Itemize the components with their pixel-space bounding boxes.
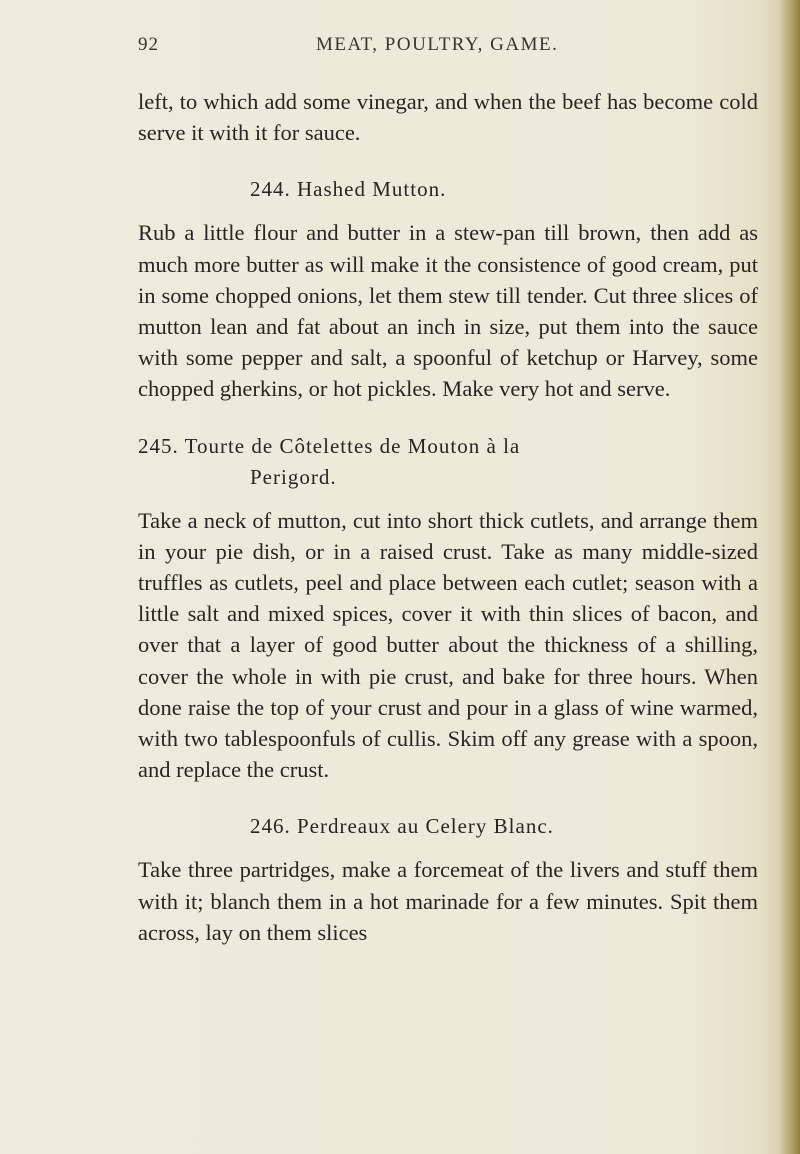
recipe-heading-245-cont: Perigord. (250, 464, 337, 489)
running-title: MEAT, POULTRY, GAME. (316, 34, 559, 55)
page-content (138, 86, 758, 948)
paragraph-246: Take three partridges, make a forcemeat of the livers and stuff them with it; blanch them in a hot marinade for a few minutes. Spit them across, lay on them slices (138, 857, 758, 945)
recipe-heading-244: 244. Hashed Mutton. (250, 177, 447, 202)
paragraph-245: Take a neck of mutton, cut into short thick cutlets, and arrange them in your pie dish, or in a raised crust. Take as many middle-sized truffles as cutlets, peel and place between each cutlet; season with a little salt and mixed spices, cover it with thin slices of bacon, and over that a layer of good butter about the thickness of a shilling, cover the whole in with pie crust, and bake for three hours. When done raise the top of your crust and pour in a glass of wine warmed, with two tablespoonfuls of cullis. Skim off any grease with a spoon, and replace the crust. (138, 507, 758, 783)
paragraph-244: Rub a little flour and butter in a stew-pan till brown, then add as much more butter as will make it the consistence of good cream, put in some chopped onions, let them stew till tender. Cut three slices of mutton lean and fat about an inch in size, put them into the sauce with some pepper and salt, a spoonful of ketchup or Harvey, some chopped gherkins, or hot pickles. Make very hot and serve. (138, 220, 758, 402)
page-edge (778, 0, 800, 1154)
recipe-heading-245: 245. Tourte de Côtelettes de Mouton à la (138, 433, 521, 458)
paragraph-intro: left, to which add some vinegar, and when the beef has become cold serve it with it for sauce. (138, 89, 758, 146)
recipe-heading-246: 246. Perdreaux au Celery Blanc. (250, 814, 554, 839)
running-head (138, 34, 678, 64)
page-number: 92 (138, 34, 159, 55)
